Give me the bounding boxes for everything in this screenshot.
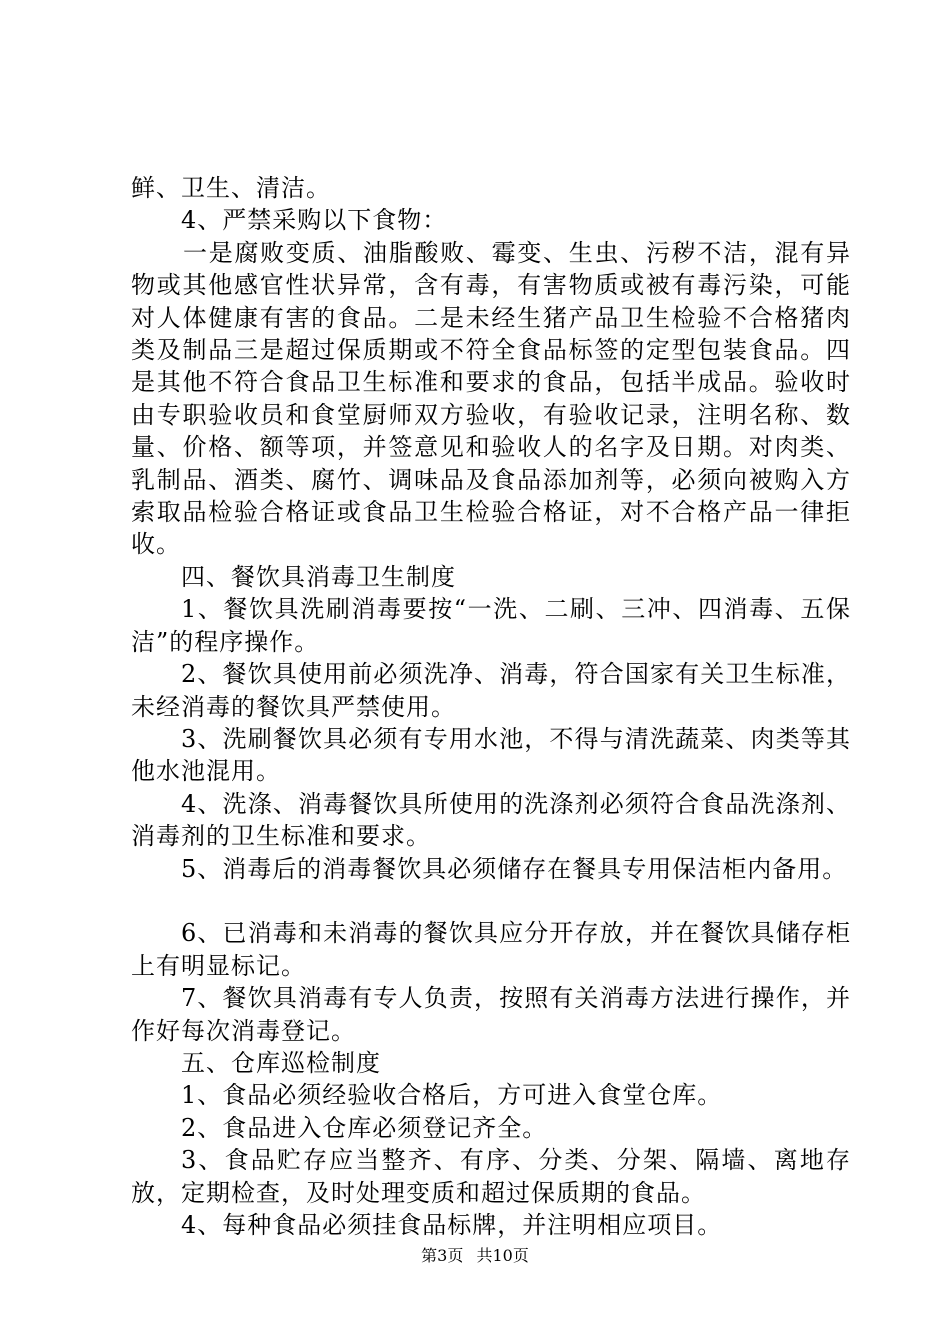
section-heading-5: 五、仓库巡检制度 [181,1048,381,1077]
page-total: 共10页 [476,1246,529,1265]
paragraph-disinfection-2: 2、餐饮具使用前必须洗净、消毒，符合国家有关卫生标准，未经消毒的餐饮具严禁使用。 [131,660,851,721]
paragraph-warehouse-1: 1、食品必须经验收合格后，方可进入食堂仓库。 [181,1081,723,1110]
document-body [131,172,851,1241]
paragraph-disinfection-6: 6、已消毒和未消毒的餐饮具应分开存放，并在餐饮具储存柜上有明显标记。 [131,919,851,980]
page-footer [0,1243,950,1266]
paragraph-disinfection-1: 1、餐饮具洗刷消毒要按“一洗、二刷、三冲、四消毒、五保洁”的程序操作。 [131,595,851,656]
paragraph-item-4: 4、严禁采购以下食物： [181,206,448,235]
paragraph-disinfection-3: 3、洗刷餐饮具必须有专用水池，不得与清洗蔬菜、肉类等其他水池混用。 [131,724,851,786]
paragraph-warehouse-2: 2、食品进入仓库必须登记齐全。 [181,1113,548,1142]
section-heading-4: 四、餐饮具消毒卫生制度 [181,562,456,591]
paragraph-disinfection-5: 5、消毒后的消毒餐饮具必须储存在餐具专用保洁柜内备用。 [181,854,848,883]
paragraph-warehouse-4: 4、每种食品必须挂食品标牌，并注明相应项目。 [181,1210,723,1239]
page-number: 第3页 [421,1246,464,1265]
paragraph-warehouse-3: 3、食品贮存应当整齐、有序、分类、分架、隔墙、离地存放，定期检查，及时处理变质和超过保质期的食品。 [131,1146,851,1207]
paragraph-continuation: 鲜、卫生、清洁。 [131,174,331,202]
paragraph-disinfection-7: 7、餐饮具消毒有专人负责，按照有关消毒方法进行操作，并作好每次消毒登记。 [131,984,851,1045]
paragraph-disinfection-4: 4、洗涤、消毒餐饮具所使用的洗涤剂必须符合食品洗涤剂、消毒剂的卫生标准和要求。 [131,789,851,851]
paragraph-prohibited-foods: 一是腐败变质、油脂酸败、霉变、生虫、污秽不洁，混有异物或其他感官性状异常，含有毒，有害物质或被有毒污染，可能对人体健康有害的食品。二是未经生猪产品卫生检验不合格猪肉类及制品三是超过保质期或不符全食品标签的定型包装食品。四是其他不符合食品卫生标准和要求的食品，包括半成品。验收时由专职验收员和食堂厨师双方验收，有验收记录，注明名称、数量、价格、额等项，并签意见和验收人的名字及日期。对肉类、乳制品、酒类、腐竹、调味品及食品添加剂等，必须向被购入方索取品检验合格证或食品卫生检验合格证，对不合格产品一律拒收。 [131,238,851,559]
blank-line [131,885,851,917]
